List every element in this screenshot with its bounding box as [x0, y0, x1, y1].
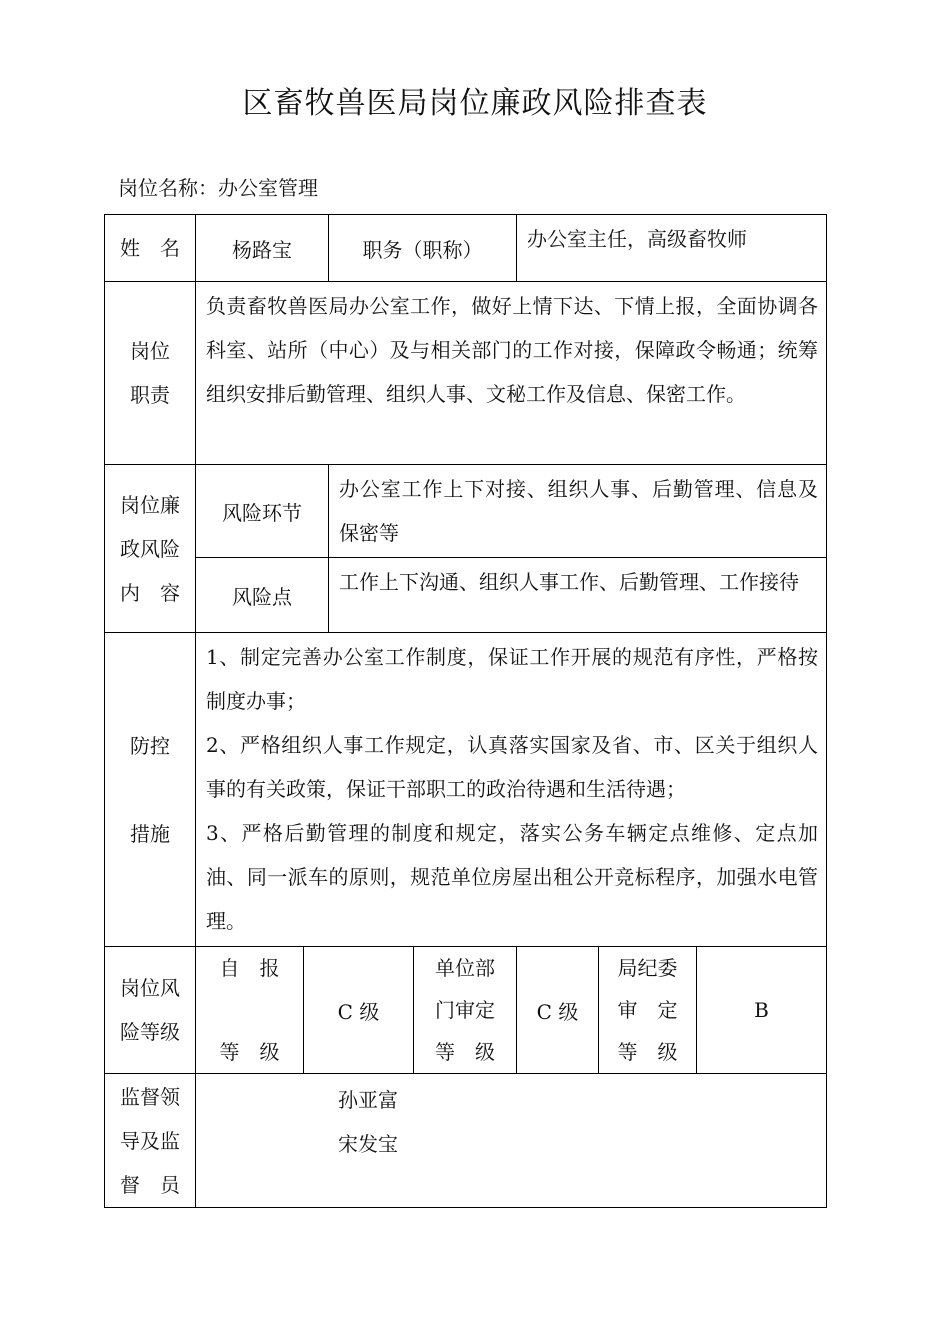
risk-content-label-line1: 岗位廉 [120, 492, 180, 517]
risk-content-label [105, 465, 196, 633]
dept-review-label-line1: 单位部 [435, 956, 495, 980]
bureau-review-label [599, 947, 697, 1074]
risk-form-table [104, 214, 827, 1208]
duties-row [105, 282, 827, 465]
risk-level-label [105, 947, 196, 1074]
measure-item-2: 2、严格组织人事工作规定，认真落实国家及省、市、区关于组织人事的有关政策，保证干部职工的政治待遇和生活待遇； [206, 733, 819, 801]
self-report-value: C 级 [304, 947, 414, 1074]
risk-point-row [105, 558, 827, 633]
risk-level-label-line2: 险等级 [120, 1020, 180, 1044]
risk-point-label: 风险点 [196, 558, 329, 633]
dept-review-value: C 级 [517, 947, 599, 1074]
self-report-label-line1: 自 报 [219, 956, 280, 980]
self-report-label [196, 947, 304, 1074]
risk-level-row [105, 947, 827, 1074]
post-name-line [118, 172, 318, 201]
name-label: 姓 名 [105, 215, 196, 282]
measures-label-line2: 措施 [130, 821, 170, 846]
measures-label [105, 633, 196, 947]
bureau-review-value: B [697, 947, 827, 1074]
risk-content-label-line2: 政风险 [120, 536, 180, 561]
risk-level-label-line1: 岗位风 [120, 976, 180, 1000]
measures-row [105, 633, 827, 947]
position-value: 办公室主任，高级畜牧师 [517, 215, 827, 282]
position-label: 职务（职称） [329, 215, 517, 282]
page-title: 区畜牧兽医局岗位廉政风险排查表 [242, 86, 708, 121]
measures-label-line1: 防控 [130, 733, 170, 758]
risk-link-text: 办公室工作上下对接、组织人事、后勤管理、信息及保密等 [329, 465, 827, 558]
supervisors-label-line3: 督 员 [120, 1172, 180, 1197]
self-report-label-line2: 等 级 [219, 1040, 280, 1064]
measure-item-1: 1、制定完善办公室工作制度，保证工作开展的规范有序性，严格按制度办事； [206, 645, 819, 713]
measures-text [196, 633, 827, 947]
dept-review-label-line3: 等 级 [435, 1040, 495, 1064]
bureau-review-label-line1: 局纪委 [617, 956, 678, 980]
dept-review-label [414, 947, 517, 1074]
supervisor-name-1: 孙亚富 [338, 1088, 398, 1112]
name-value: 杨路宝 [196, 215, 329, 282]
post-name-value: 办公室管理 [218, 176, 318, 200]
bureau-review-label-line2: 审 定 [617, 998, 678, 1022]
supervisors-label-line2: 导及监 [120, 1128, 180, 1153]
duties-text: 负责畜牧兽医局办公室工作，做好上情下达、下情上报，全面协调各科室、站所（中心）及与相关部门的工作对接，保障政令畅通；统筹组织安排后勤管理、组织人事、文秘工作及信息、保密工作。 [196, 282, 827, 465]
duties-label-line2: 职责 [130, 383, 170, 407]
duties-label [105, 282, 196, 465]
measure-item-3: 3、严格后勤管理的制度和规定，落实公务车辆定点维修、定点加油、同一派车的原则，规范单位房屋出租公开竞标程序，加强水电管理。 [206, 821, 819, 933]
dept-review-label-line2: 门审定 [435, 998, 495, 1022]
supervisor-names [196, 1074, 827, 1208]
risk-content-label-line3: 内 容 [120, 580, 180, 605]
supervisor-name-2: 宋发宝 [338, 1132, 398, 1156]
supervisors-label-line1: 监督领 [120, 1084, 180, 1109]
name-row [105, 215, 827, 282]
duties-label-line1: 岗位 [130, 339, 170, 363]
supervisors-row [105, 1074, 827, 1208]
risk-link-row [105, 465, 827, 558]
bureau-review-label-line3: 等 级 [617, 1040, 678, 1064]
risk-link-label: 风险环节 [196, 465, 329, 558]
post-name-label: 岗位名称： [118, 176, 218, 200]
supervisors-label [105, 1074, 196, 1208]
risk-point-text: 工作上下沟通、组织人事工作、后勤管理、工作接待 [329, 558, 827, 633]
